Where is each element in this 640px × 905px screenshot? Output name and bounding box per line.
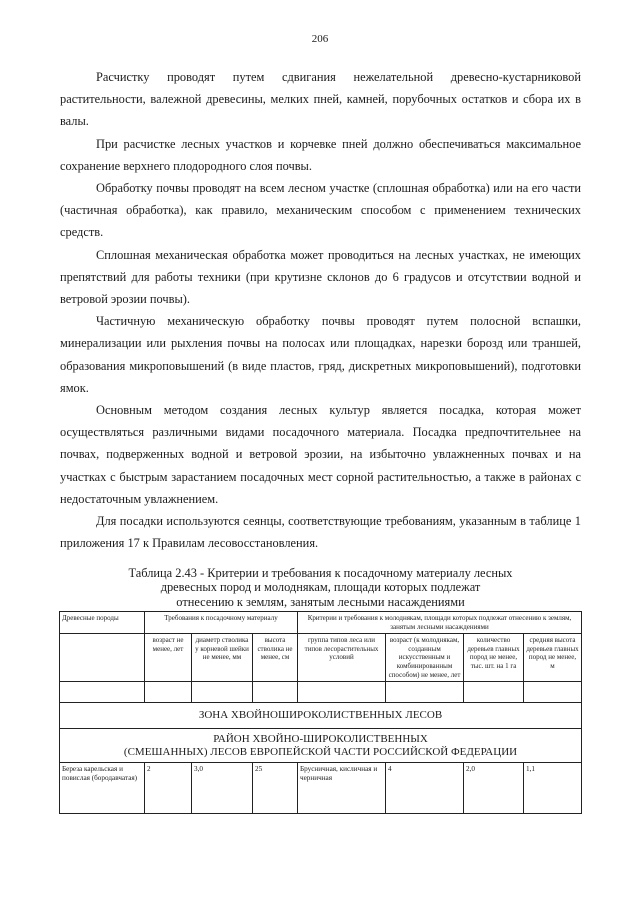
paragraph-planting-method: Основным методом создания лесных культур является посадка, которая может осуществляться различными видами посадочного материала. Посадка предпочтительнее на почвах, подверженных водной и ветровой эрозии, на избыточно увлажненных почвах и на участках с быстрым зарастанием посадочных мест сорной растительностью, а также в районах с недостаточным увлажнением. [60,403,581,506]
table-caption-line: Таблица 2.43 - Критерии и требования к посадочному материалу лесных [128,566,513,580]
table-caption-line: отнесению к землям, занятым лесными насаждениями [176,594,465,609]
subheader-age: возраст не менее, лет [145,634,192,682]
subheader-avg-height: средняя высота деревьев главных пород не менее, м [524,634,582,682]
table-subheader-row [60,634,582,682]
paragraph-topsoil: При расчистке лесных участков и корчевке пней должно обеспечиваться максимальное сохранение верхнего плодородного слоя почвы. [60,136,581,173]
spacer-cell [145,682,192,703]
cell-forest-type: Брусничная, кисличная и черничная [298,763,386,814]
subheader-height: высота стволика не менее, см [253,634,298,682]
paragraph-continuous-treatment: Сплошная механическая обработка может проводиться на лесных участках, не имеющих препятствий для работы техники (при крутизне склонов до 6 градусов и отсутствии водной и ветровой эрозии почвы). [60,247,581,307]
spacer-cell [192,682,253,703]
table-caption [60,566,581,609]
header-species: Древесные породы [60,612,145,634]
cell-height: 25 [253,763,298,814]
paragraph-partial-treatment: Частичную механическую обработку почвы проводят путем полосной вспашки, минерализации или рыхления почвы на полосах или площадках, нарезки борозд или траншей, образования микроповышений (в виде пластов, гряд, дискретных микроповышений), подготовки ямок. [60,314,581,395]
paragraph-clearing: Расчистку проводят путем сдвигания нежелательной древесно-кустарниковой растительности, валежной древесины, мелких пней, камней, порубочных остатков и сбора их в валы. [60,70,581,129]
region-title [60,729,582,763]
body-text [60,66,581,554]
spacer-cell [524,682,582,703]
spacer-cell [253,682,298,703]
header-planting-requirements: Требования к посадочному материалу [145,612,298,634]
region-title-line: (СМЕШАННЫХ) ЛЕСОВ ЕВРОПЕЙСКОЙ ЧАСТИ РОССИЙСКОЙ ФЕДЕРАЦИИ [123,745,518,758]
spacer-cell [60,682,145,703]
table-header-row [60,612,582,634]
header-young-growth-criteria: Критерии и требования к молоднякам, площади которых подлежат отнесению к землям, занятым лесными насаждениями [298,612,582,634]
subheader-tree-count: количество деревьев главных пород не менее, тыс. шт. на 1 га [464,634,524,682]
cell-tree-count: 2,0 [464,763,524,814]
table-caption-line: древесных пород и молоднякам, площади которых подлежат [160,580,481,595]
subheader-diameter: диаметр стволика у корневой шейки не менее, мм [192,634,253,682]
paragraph-soil-treatment: Обработку почвы проводят на всем лесном участке (сплошная обработка) или на его части (частичная обработка), как правило, механическим способом с применением технических средств. [60,181,581,240]
spacer-cell [464,682,524,703]
cell-avg-height: 1,1 [524,763,582,814]
zone-row [60,703,582,729]
region-row [60,729,582,763]
region-title-line: РАЙОН ХВОЙНО-ШИРОКОЛИСТВЕННЫХ [213,733,428,746]
zone-title: ЗОНА ХВОЙНОШИРОКОЛИСТВЕННЫХ ЛЕСОВ [60,703,582,729]
spacer-cell [386,682,464,703]
cell-age: 2 [145,763,192,814]
cell-species: Береза карельская и повислая (бородавчатая) [60,763,145,814]
table-row [60,763,582,814]
cell-diameter: 3,0 [192,763,253,814]
table-spacer-row [60,682,582,703]
page-number: 206 [311,33,329,45]
criteria-table [59,611,582,814]
subheader-forest-type: группа типов леса или типов лесорастительных условий [298,634,386,682]
cell-young-age: 4 [386,763,464,814]
paragraph-seedlings: Для посадки используются сеянцы, соответствующие требованиям, указанным в таблице 1 приложения 17 к Правилам лесовосстановления. [60,514,581,551]
subheader-young-age: возраст (к молоднякам, созданным искусственным и комбинированным способом) не менее, лет [386,634,464,682]
subheader-empty [60,634,145,682]
spacer-cell [298,682,386,703]
